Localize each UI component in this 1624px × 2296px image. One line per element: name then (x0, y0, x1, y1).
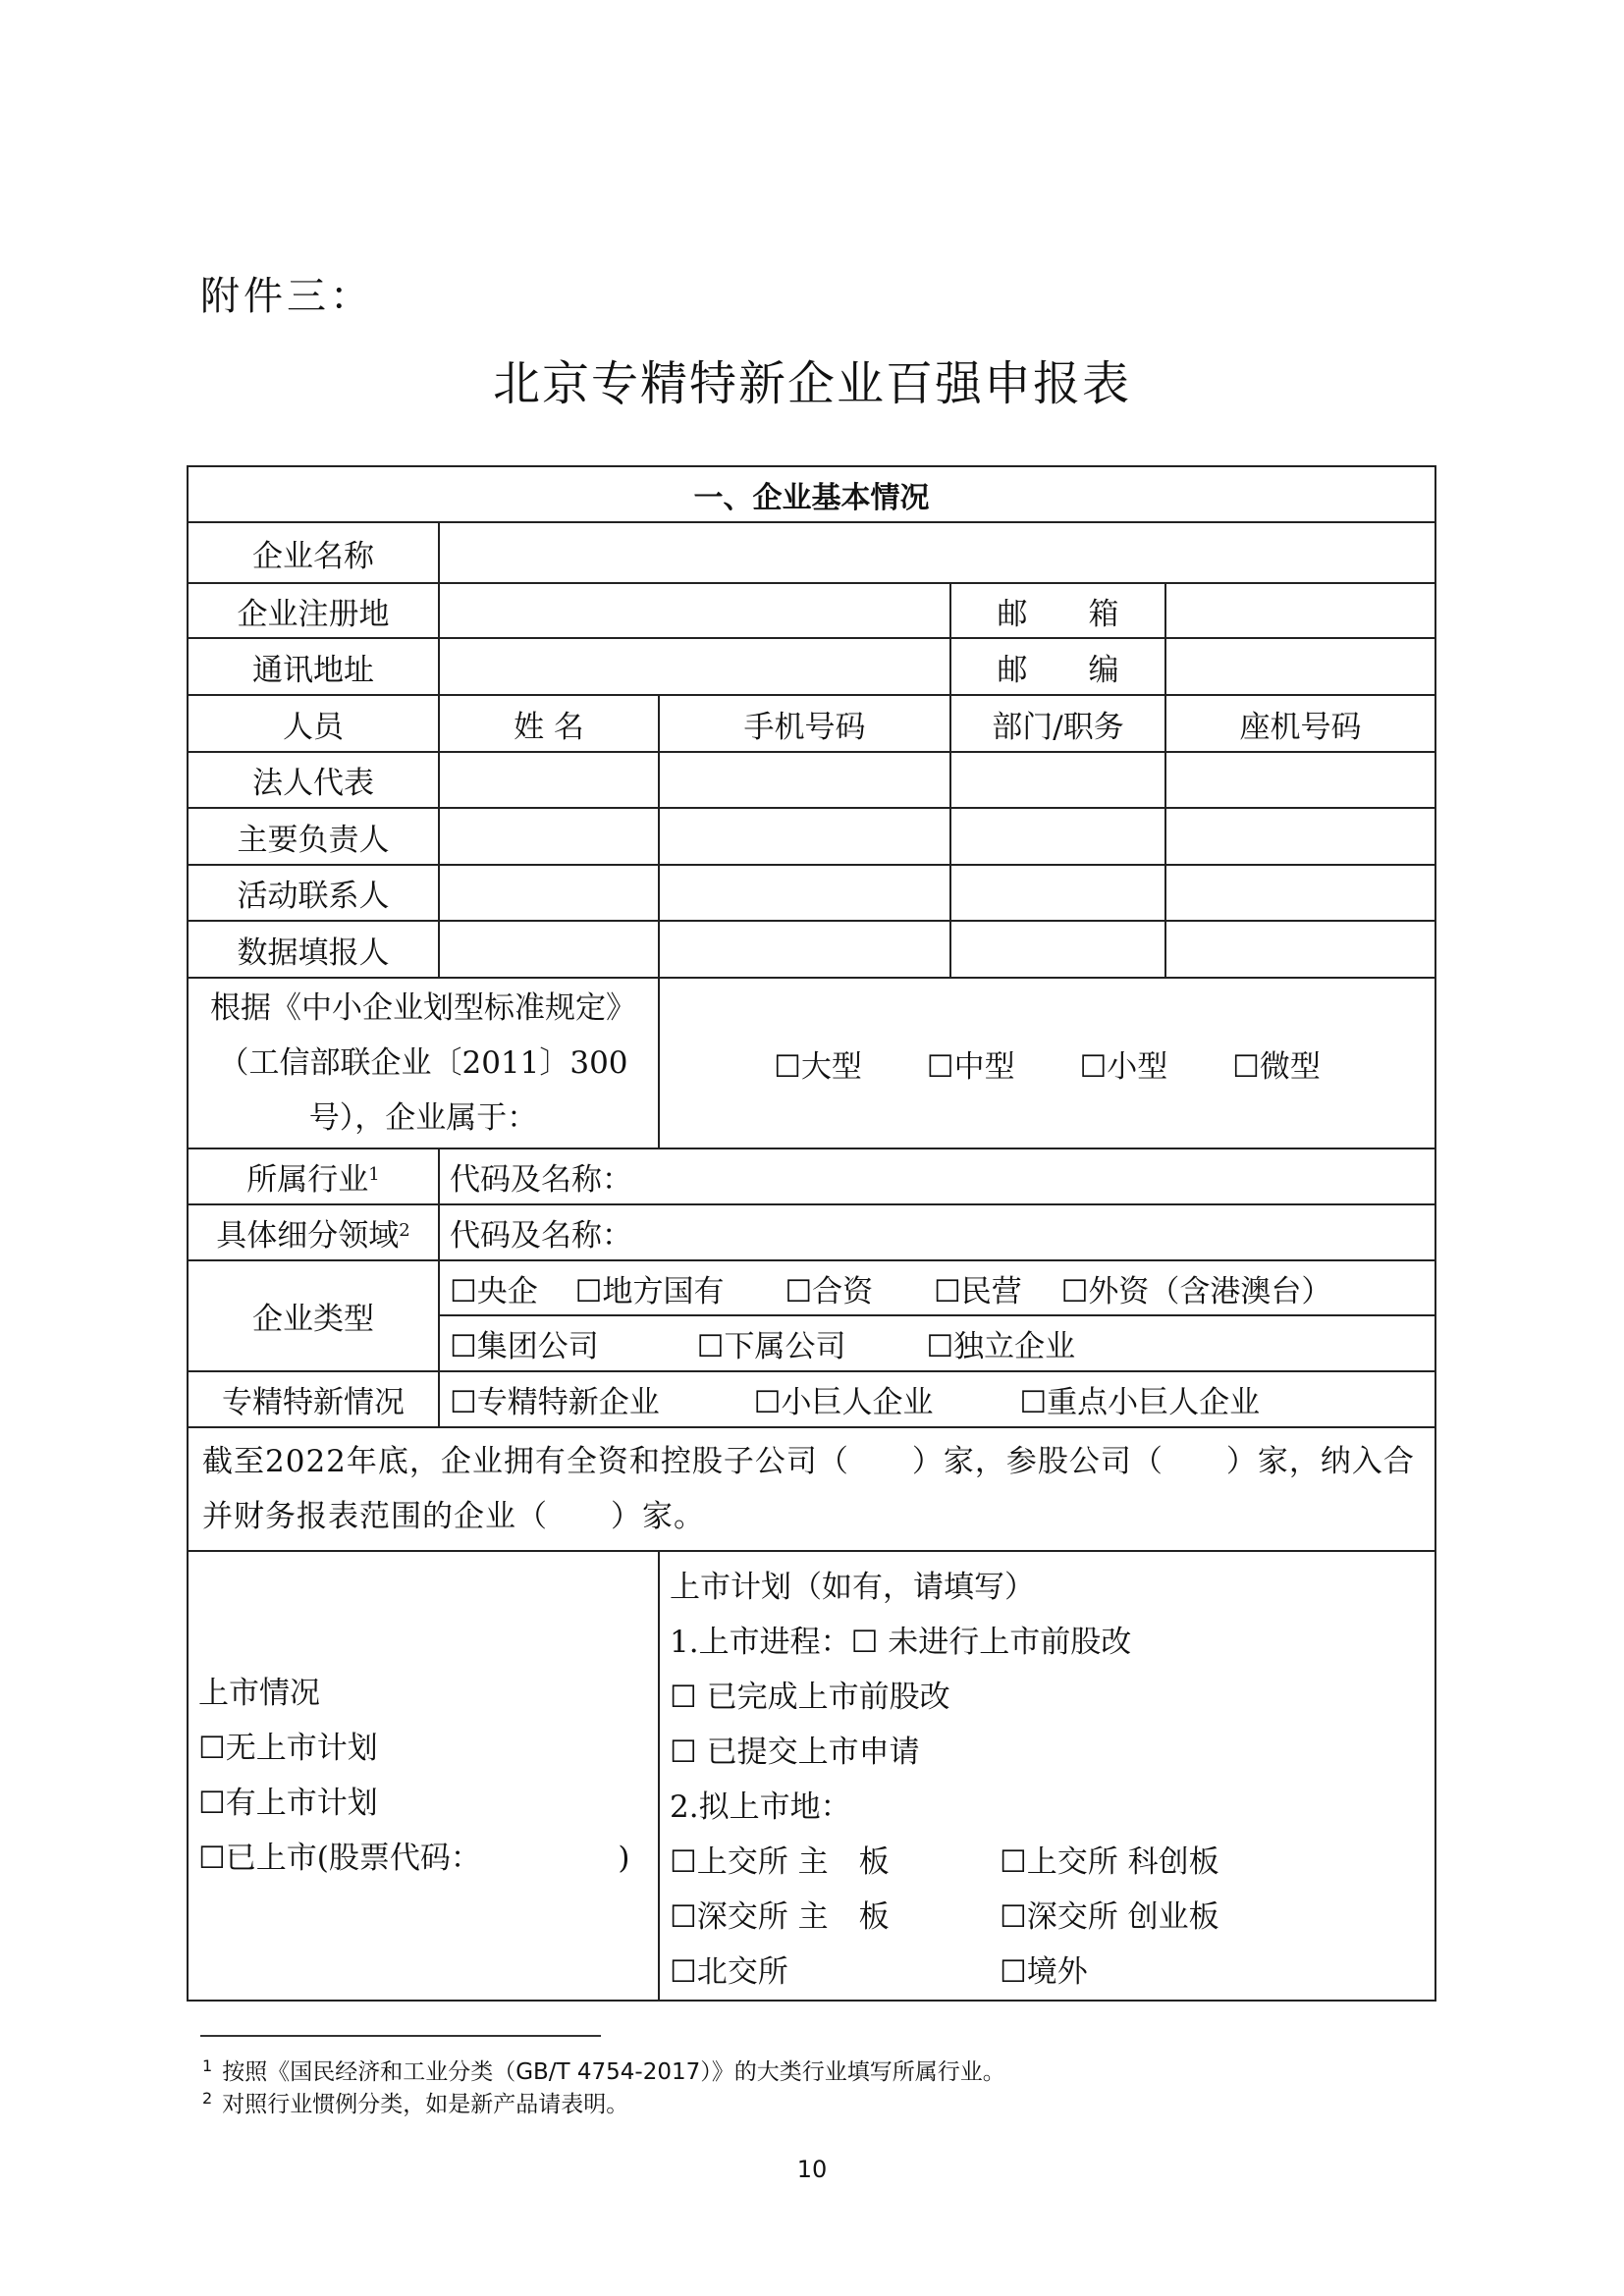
form-title: 北京专精特新企业百强申报表 (492, 356, 1131, 411)
footnote-divider (200, 2035, 601, 2037)
personnel-cell[interactable] (439, 921, 659, 978)
personnel-cell[interactable] (659, 808, 950, 865)
postcode-field[interactable] (1165, 638, 1435, 695)
subsidiaries-note: 截至2022年底，企业拥有全资和控股子公司（ ）家，参股公司（ ）家，纳入合并财务报表范围的企业（ ）家。 (188, 1427, 1435, 1551)
footnote-2-number: 2 (202, 2089, 213, 2108)
listing-progress-row (670, 1615, 1425, 1670)
application-form-table (187, 465, 1436, 2002)
type-foreign-checkbox[interactable]: ☐外资（含港澳台） (1060, 1273, 1332, 1309)
personnel-header-role: 人员 (188, 695, 439, 752)
type-group-checkbox[interactable]: ☐集团公司 (450, 1329, 599, 1364)
subfield-label-text: 具体细分领域 (216, 1218, 400, 1254)
type-private-checkbox[interactable]: ☐民营 (933, 1273, 1022, 1309)
personnel-cell[interactable] (950, 752, 1165, 808)
company-name-field[interactable] (439, 522, 1435, 583)
venue-row (670, 1835, 1425, 1890)
venue-sse-star-checkbox[interactable]: ☐上交所 科创板 (1000, 1844, 1219, 1880)
industry-label (188, 1148, 439, 1204)
mail-address-label: 通讯地址 (188, 638, 439, 695)
subfield-field[interactable]: 代码及名称： (439, 1204, 1435, 1260)
footnote-2 (202, 2086, 628, 2118)
role-legal-rep: 法人代表 (188, 752, 439, 808)
venue-bse-checkbox[interactable]: ☐北交所 (670, 1954, 788, 1990)
postcode-label: 邮 编 (950, 638, 1165, 695)
personnel-cell[interactable] (659, 921, 950, 978)
scale-medium-checkbox[interactable]: ☐中型 (926, 1048, 1015, 1085)
listing-plan-cell (659, 1551, 1435, 2001)
page-number: 10 (796, 2156, 828, 2183)
personnel-cell[interactable] (1165, 921, 1435, 978)
personnel-cell[interactable] (659, 865, 950, 921)
listing-status-label: 上市情况 (198, 1676, 320, 1711)
footnote-mark-1: 1 (368, 1164, 380, 1185)
role-principal: 主要负责人 (188, 808, 439, 865)
has-listing-plan-checkbox[interactable]: ☐有上市计划 (198, 1786, 378, 1821)
footnote-2-text: 对照行业惯例分类，如是新产品请表明。 (222, 2092, 629, 2117)
enterprise-scale-options (659, 978, 1435, 1148)
no-listing-plan-checkbox[interactable]: ☐无上市计划 (198, 1731, 378, 1766)
personnel-cell[interactable] (1165, 752, 1435, 808)
little-giant-checkbox[interactable]: ☐小巨人企业 (753, 1385, 934, 1420)
listing-progress-label: 1.上市进程： (670, 1625, 851, 1660)
personnel-cell[interactable] (439, 865, 659, 921)
reg-address-field[interactable] (439, 583, 950, 638)
type-central-soe-checkbox[interactable]: ☐央企 (450, 1273, 538, 1309)
progress-no-reform-checkbox[interactable]: ☐ 未进行上市前股改 (850, 1625, 1132, 1660)
footnote-1-text: 按照《国民经济和工业分类（GB/T 4754-2017）》的大类行业填写所属行业。 (222, 2059, 1005, 2085)
mail-address-field[interactable] (439, 638, 950, 695)
role-data-reporter: 数据填报人 (188, 921, 439, 978)
scale-large-checkbox[interactable]: ☐大型 (774, 1048, 862, 1085)
attachment-label: 附件三： (200, 274, 373, 319)
company-type-label: 企业类型 (188, 1260, 439, 1371)
personnel-cell[interactable] (950, 921, 1165, 978)
type-subsidiary-checkbox[interactable]: ☐下属公司 (696, 1329, 846, 1364)
enterprise-scale-label: 根据《中小企业划型标准规定》（工信部联企业〔2011〕300号），企业属于： (188, 978, 659, 1148)
venue-szse-gem-checkbox[interactable]: ☐深交所 创业板 (1000, 1899, 1219, 1935)
subfield-label (188, 1204, 439, 1260)
footnote-1 (202, 2054, 1005, 2086)
type-independent-checkbox[interactable]: ☐独立企业 (926, 1329, 1076, 1364)
type-local-soe-checkbox[interactable]: ☐地方国有 (574, 1273, 725, 1309)
key-little-giant-checkbox[interactable]: ☐重点小巨人企业 (1019, 1385, 1261, 1420)
venue-szse-main-checkbox[interactable]: ☐深交所 主 板 (670, 1899, 890, 1935)
personnel-cell[interactable] (950, 865, 1165, 921)
venue-overseas-checkbox[interactable]: ☐境外 (1000, 1954, 1088, 1990)
personnel-cell[interactable] (659, 752, 950, 808)
type-jv-checkbox[interactable]: ☐合资 (785, 1273, 874, 1309)
reg-address-label: 企业注册地 (188, 583, 439, 638)
listing-venue-label: 2.拟上市地： (670, 1789, 851, 1825)
company-name-label: 企业名称 (188, 522, 439, 583)
company-type-row1 (439, 1260, 1435, 1315)
personnel-header-mobile: 手机号码 (659, 695, 950, 752)
role-activity-contact: 活动联系人 (188, 865, 439, 921)
email-label: 邮 箱 (950, 583, 1165, 638)
personnel-header-phone: 座机号码 (1165, 695, 1435, 752)
specialized-label: 专精特新情况 (188, 1371, 439, 1427)
personnel-header-dept: 部门/职务 (950, 695, 1165, 752)
scale-small-checkbox[interactable]: ☐小型 (1079, 1048, 1168, 1085)
section-heading: 一、企业基本情况 (188, 466, 1435, 522)
listing-status-cell (188, 1551, 659, 2001)
email-field[interactable] (1165, 583, 1435, 638)
company-type-row2 (439, 1315, 1435, 1371)
venue-row (670, 1890, 1425, 1945)
progress-applied-checkbox[interactable]: ☐ 已提交上市申请 (670, 1735, 920, 1770)
scale-micro-checkbox[interactable]: ☐微型 (1232, 1048, 1321, 1085)
listing-plan-title: 上市计划（如有，请填写） (670, 1570, 1035, 1605)
specialized-options (439, 1371, 1435, 1427)
progress-reform-done-checkbox[interactable]: ☐ 已完成上市前股改 (670, 1680, 950, 1715)
industry-field[interactable]: 代码及名称： (439, 1148, 1435, 1204)
personnel-cell[interactable] (1165, 808, 1435, 865)
already-listed-checkbox[interactable]: ☐已上市(股票代码： ) (198, 1841, 630, 1876)
footnote-mark-2: 2 (399, 1220, 410, 1241)
venue-row (670, 1945, 1425, 2000)
industry-label-text: 所属行业 (246, 1162, 369, 1198)
personnel-cell[interactable] (1165, 865, 1435, 921)
personnel-cell[interactable] (950, 808, 1165, 865)
specialized-checkbox[interactable]: ☐专精特新企业 (450, 1385, 660, 1420)
personnel-header-name: 姓 名 (439, 695, 659, 752)
venue-sse-main-checkbox[interactable]: ☐上交所 主 板 (670, 1844, 890, 1880)
personnel-cell[interactable] (439, 808, 659, 865)
personnel-cell[interactable] (439, 752, 659, 808)
footnote-1-number: 1 (202, 2056, 213, 2075)
